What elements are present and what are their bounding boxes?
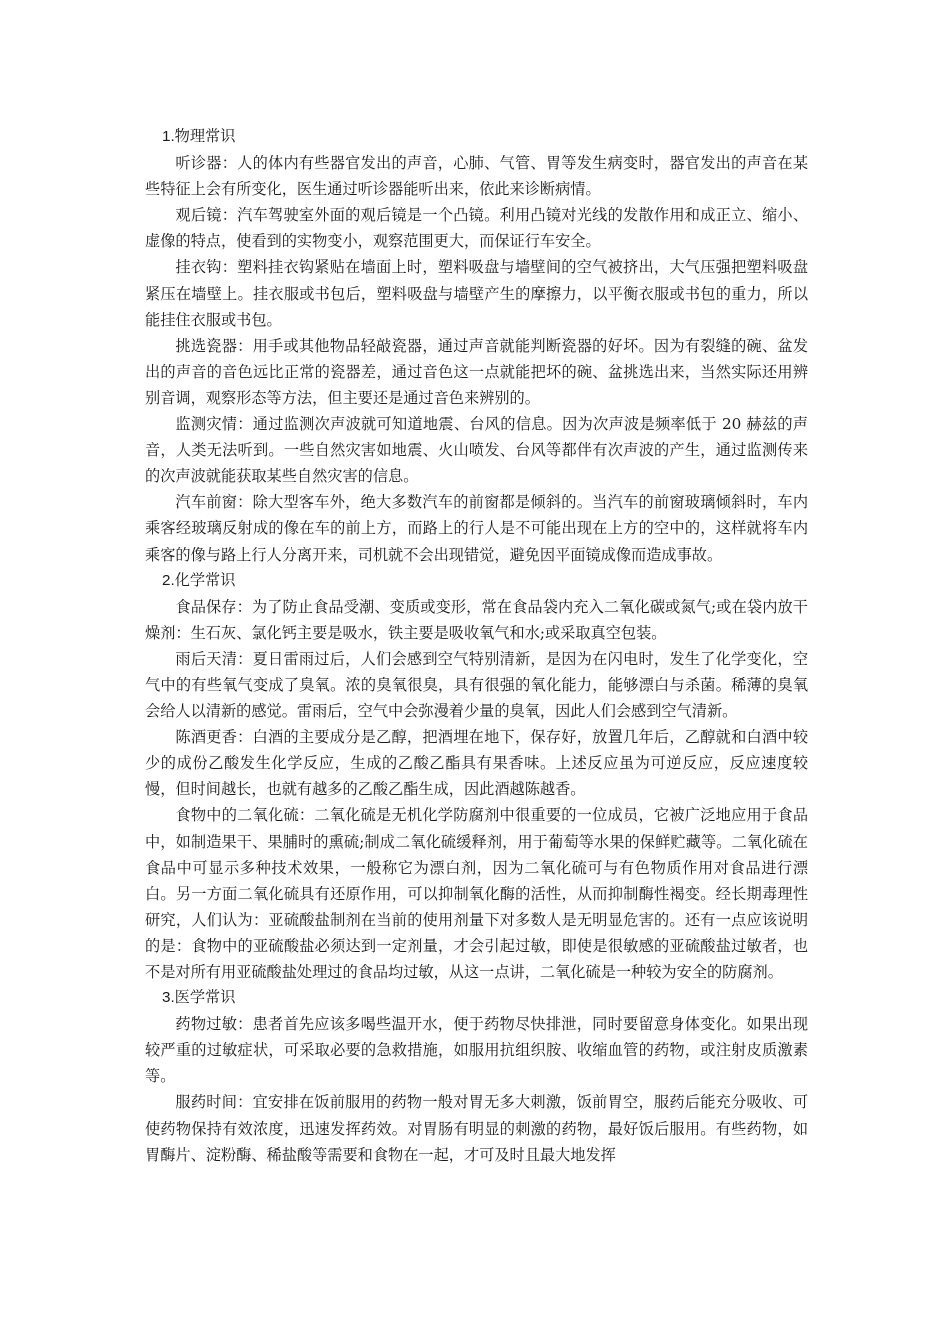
section-title: 1.物理常识 [162, 128, 236, 145]
paragraph-drug-allergy: 药物过敏：患者首先应该多喝些温开水，便于药物尽快排泄，同时要留意身体变化。如果出现较严重的过敏症状，可采取必要的急救措施，如服用抗组织胺、收缩血管的药物，或注射皮质激素等。 [145, 1015, 808, 1086]
section-chemistry [145, 568, 808, 986]
paragraph-windshield: 汽车前窗：除大型客车外，绝大多数汽车的前窗都是倾斜的。当汽车的前窗玻璃倾斜时，车内乘客经玻璃反射成的像在车的前上方，而路上的行人是不可能出现在上方的空中的，这样就将车内乘客的像与路上行人分离开来，司机就不会出现错觉，避免因平面镜成像而造成事故。 [145, 493, 808, 564]
section-title: 3.医学常识 [162, 989, 236, 1007]
paragraph-sulfur-dioxide: 食物中的二氧化硫：二氧化硫是无机化学防腐剂中很重要的一位成员，它被广泛地应用于食品中，如制造果干、果脯时的熏硫;制成二氧化硫缓释剂，用于葡萄等水果的保鲜贮藏等。二氧化硫在食品中可显示多种技术效果，一般称它为漂白剂，因为二氧化硫可与有色物质作用对食品进行漂白。另一方面二氧化硫具有还原作用，可以抑制氧化酶的活性，从而抑制酶性褐变。经长期毒理性研究，人们认为：亚硫酸盐制剂在当前的使用剂量下对多数人是无明显危害的。还有一点应该说明的是：食物中的亚硫酸盐必须达到一定剂量，才会引起过敏，即使是很敏感的亚硫酸盐过敏者，也不是对所有用亚硫酸盐处理过的食品均过敏，从这一点讲，二氧化硫是一种较为安全的防腐剂。 [145, 806, 808, 981]
paragraph-porcelain: 挑选瓷器：用手或其他物品轻敲瓷器，通过声音就能判断瓷器的好坏。因为有裂缝的碗、盆发出的声音的音色远比正常的瓷器差，通过音色这一点就能把坏的碗、盆挑选出来，当然实际还用辨别音调，观察形态等方法，但主要还是通过音色来辨别的。 [145, 336, 808, 407]
section-title: 2.化学常识 [162, 571, 236, 589]
paragraph-hook: 挂衣钩：塑料挂衣钩紧贴在墙面上时，塑料吸盘与墙壁间的空气被挤出，大气压强把塑料吸盘紧压在墙壁上。挂衣服或书包后，塑料吸盘与墙壁产生的摩擦力，以平衡衣服或书包的重力，所以能挂住衣服或书包。 [145, 258, 808, 329]
paragraph-disaster-monitoring: 监测灾情：通过监测次声波就可知道地震、台风的信息。因为次声波是频率低于 20 赫兹的声音，人类无法听到。一些自然灾害如地震、火山喷发、台风等都伴有次声波的产生，通过监测传来的次声波就能获取某些自然灾害的信息。 [145, 415, 808, 486]
document-page [145, 124, 808, 1168]
paragraph-after-rain: 雨后天清：夏日雷雨过后，人们会感到空气特别清新，是因为在闪电时，发生了化学变化，空气中的有些氧气变成了臭氧。浓的臭氧很臭，具有很强的氧化能力，能够漂白与杀菌。稀薄的臭氧会给人以清新的感觉。雷雨后，空气中会弥漫着少量的臭氧，因此人们会感到空气清新。 [145, 649, 808, 721]
section-physics [145, 124, 808, 568]
paragraph-food-storage: 食品保存：为了防止食品受潮、变质或变形，常在食品袋内充入二氧化碳或氮气;或在袋内放干燥剂：生石灰、氯化钙主要是吸水，铁主要是吸收氧气和水;或采取真空包装。 [145, 597, 808, 642]
paragraph-medication-time: 服药时间：宜安排在饭前服用的药物一般对胃无多大刺激，饭前胃空，服药后能充分吸收、可使药物保持有效浓度，迅速发挥药效。对胃肠有明显的刺激的药物，最好饭后服用。有些药物，如胃酶片、淀粉酶、稀盐酸等需要和食物在一起，才可及时且最大地发挥 [145, 1093, 808, 1164]
paragraph-stethoscope: 听诊器：人的体内有些器官发出的声音，心肺、气管、胃等发生病变时，器官发出的声音在某些特征上会有所变化，医生通过听诊器能听出来，依此来诊断病情。 [145, 154, 808, 199]
section-medicine [145, 985, 808, 1168]
paragraph-aged-wine: 陈酒更香：白酒的主要成分是乙醇，把酒埋在地下，保存好，放置几年后，乙醇就和白酒中较少的成份乙酸发生化学反应，生成的乙酸乙酯具有果香味。上述反应虽为可逆反应，反应速度较慢，但时间越长，也就有越多的乙酸乙酯生成，因此酒越陈越香。 [145, 728, 808, 799]
paragraph-rearview-mirror: 观后镜：汽车驾驶室外面的观后镜是一个凸镜。利用凸镜对光线的发散作用和成正立、缩小、虚像的特点，使看到的实物变小，观察范围更大，而保证行车安全。 [145, 206, 808, 251]
